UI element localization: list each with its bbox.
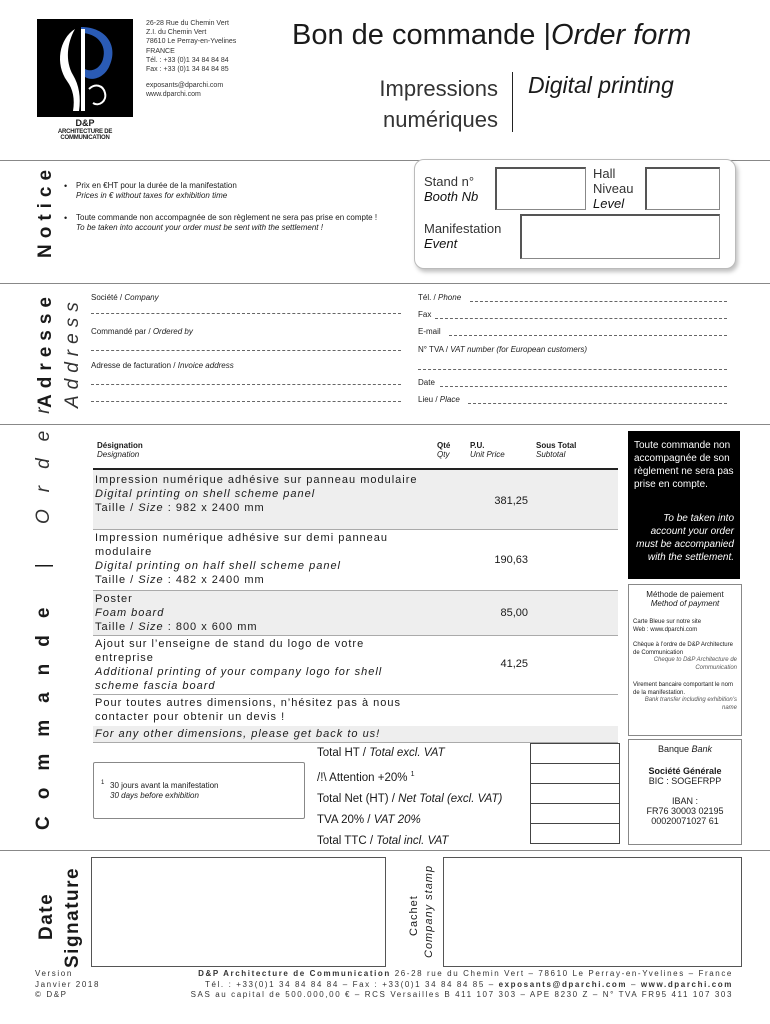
footnote-box [93,762,305,819]
product-name-en: Digital printing on half shell scheme panel [95,560,342,572]
stand-number-field[interactable] [495,167,586,210]
hall-label-fr: Hall [593,166,616,181]
signature-field[interactable] [91,857,386,967]
order-label-fr: Commande [33,590,54,830]
stand-label-en: Booth Nb [424,189,479,204]
unit-price: 41,25 [500,658,528,670]
label-en: Place [439,395,460,404]
company-field-label [91,293,159,302]
company-email[interactable]: exposants@dparchi.com [146,82,224,90]
footnote-fr: 30 jours avant la manifestation [110,781,219,790]
company-website[interactable]: www.dparchi.com [146,91,201,99]
notice-text-fr: Prix en €HT pour la durée de la manifestation [76,181,237,190]
col-header-en: Subtotal [536,450,566,459]
col-header-fr: Sous Total [536,441,577,450]
label-fr: Commandé par / [91,327,153,336]
other-dimensions-fr: Pour toutes autres dimensions, n’hésitez pas à nous contacter pour obtenir un devis ! [95,697,401,723]
divider [0,283,770,284]
cheque-en: Cheque to D&P Architecture de Communication [653,657,737,671]
vat-label [317,810,502,831]
net-total-field[interactable] [530,783,620,804]
vat-field[interactable] [418,368,727,370]
level-label-en: Level [593,196,625,211]
payment-title-en: Method of payment [650,599,720,608]
label-en: Total excl. VAT [369,747,445,759]
subtitle-fr-line: numériques [383,107,498,132]
size-label-fr: Taille / [95,574,139,586]
company-stamp-field[interactable] [443,857,742,967]
warning-fr: Toute commande non accompagnée de son règlement ne sera pas prise en compte. [634,440,734,490]
footer-separator: – [627,979,641,989]
card-fr: Carte Bleue sur notre site [633,619,702,625]
event-label-fr: Manifestation [424,221,502,236]
col-qty [437,441,450,459]
product-name-fr: Impression numérique adhésive sur demi panneau modulaire [95,532,389,558]
col-header-en: Unit Price [470,450,505,459]
email-field[interactable] [449,334,727,336]
invoice-address-field[interactable] [91,383,401,385]
copyright: © D&P [35,990,68,999]
card-web[interactable]: Web : www.dparchi.com [633,626,698,633]
label-fr: N° TVA / [418,345,451,354]
transfer-payment [633,682,737,712]
totals-labels [317,743,502,852]
bank-title-fr: Banque [657,744,692,754]
event-label [424,221,501,251]
transfer-fr: Virement bancaire comportant le nom de la manifestation. [633,682,733,696]
attention-field[interactable] [530,763,620,784]
unit-price: 381,25 [494,495,528,507]
bank-name: Société Générale [648,766,722,776]
footer-email[interactable]: exposants@dparchi.com [498,979,628,989]
size-label-fr: Taille / [95,502,139,514]
place-field-label [418,395,460,404]
payment-warning [628,431,740,579]
address-label-fr: Adresse [35,291,56,408]
warning-en: To be taken into account your order must be accompanied with the settlement. [636,513,734,563]
footer-legal [191,969,733,1001]
label-en: VAT number (for European customers) [450,345,588,354]
dp-logo-icon [37,19,133,117]
page-title [292,18,691,52]
label-en: VAT 20% [373,813,421,826]
subtitle-fr [360,73,498,135]
title-en: Order form [551,19,692,51]
notice-item [64,181,396,201]
product-size [95,573,425,587]
attention-label [317,764,502,789]
col-unit-price [470,441,505,459]
label-en: Ordered by [152,327,193,336]
label-fr: Total Net (HT) / [317,792,399,805]
version-label: Version [35,969,73,978]
address-line: 26-28 Rue du Chemin Vert [146,20,229,27]
iban-label: IBAN : [671,796,698,806]
label-fr: Total TTC / [317,834,377,847]
payment-method-box [628,584,742,736]
event-field[interactable] [520,214,720,259]
net-total-label [317,789,502,810]
ordered-by-field[interactable] [91,349,401,351]
stamp-label-en: Company stamp [423,864,435,958]
product-name-fr: Poster [95,593,133,605]
footer-line-2 [191,980,733,991]
footnote-en: 30 days before exhibition [110,791,199,800]
date-field-label: Date [418,378,435,387]
total-ht-field[interactable] [530,743,620,764]
title-separator: | [543,19,552,51]
footnote-ref: 1 [410,771,415,778]
address-label-en: Address [62,296,83,408]
footnote-mark: 1 [101,780,105,786]
date-label: Date [36,892,57,940]
label-en: Company [124,293,159,302]
size-value: : 800 x 600 mm [163,621,258,633]
bank-bic: BIC : SOGEFRPP [648,776,722,786]
label-fr: /!\ Attention +20% [317,771,411,784]
unit-price: 85,00 [500,607,528,619]
size-label-en: Size [138,621,164,633]
fax-line: Fax : +33 (0)1 34 84 84 85 [146,66,229,74]
size-label-fr: Taille / [95,621,139,633]
product-name-en: Digital printing on shell scheme panel [95,488,316,500]
transfer-en: Bank transfer including exhibition’s name [644,697,737,711]
place-field[interactable] [468,402,727,404]
bank-box [628,739,742,845]
footer-phone-fax: Tél. : +33(0)1 34 84 84 84 – Fax : +33(0)1 34 84 84 85 – [205,979,499,989]
size-label-en: Size [138,502,164,514]
footer-address: 26-28 rue du Chemin Vert – 78610 Le Perray-en-Yvelines – France [390,969,733,978]
label-en: Total incl. VAT [376,834,449,847]
version-date: Janvier 2018 [35,979,101,989]
company-address [146,19,236,100]
unit-price: 190,63 [494,554,528,566]
product-name-fr: Ajout sur l’enseigne de stand du logo de votre entreprise [95,638,365,664]
product-description [95,592,425,634]
notice-item [64,213,396,233]
phone-field[interactable] [470,300,727,302]
col-designation [97,441,143,459]
email-field-label: E-mail [418,327,441,336]
product-name-en: Foam board [95,607,165,619]
size-label-en: Size [138,574,164,586]
order-label-sep: | [33,546,54,569]
label-en: Phone [438,293,462,302]
iban-line: 00020071027 61 [651,816,719,826]
divider [0,424,770,425]
footer-company: D&P Architecture de Communication [198,969,391,978]
fax-field[interactable] [435,317,727,319]
bank-title [629,744,741,754]
order-label [33,390,55,830]
col-header-fr: Désignation [97,441,143,450]
iban-line: FR76 30003 02195 [646,806,724,816]
bullet-icon: • [64,213,68,223]
logo-name: D&P [75,118,95,128]
address-line: Z.I. du Chemin Vert [146,29,207,37]
row-divider [93,635,618,636]
footnote-text [110,781,219,801]
footer-website[interactable]: www.dparchi.com [640,979,733,989]
bullet-icon: • [64,181,68,191]
product-description [95,473,425,515]
product-name-en: Additional printing of your company logo for shell scheme fascia board [95,666,383,692]
subtitle-en: Digital printing [528,72,674,98]
company-field[interactable] [91,312,401,314]
stamp-label-fr: Cachet [408,895,420,936]
row-divider [93,694,618,695]
level-label-fr: Niveau [593,181,634,196]
col-header-en: Designation [97,450,140,459]
col-subtotal [536,441,576,459]
company-logo [37,19,133,117]
event-label-en: Event [424,236,458,251]
label-en: Invoice address [177,361,234,370]
total-ttc-field[interactable] [530,823,620,844]
version-info [35,969,100,1001]
signature-label: Signature [62,866,83,968]
label-fr: Adresse de facturation / [91,361,178,370]
label-en: Net Total (excl. VAT) [398,792,503,805]
product-name-fr: Impression numérique adhésive sur panneau modulaire [95,474,418,486]
size-value: : 482 x 2400 mm [163,574,265,586]
card-payment [633,619,737,634]
footer-line-1 [191,969,733,980]
phone-field-label [418,293,461,302]
invoice-address-label [91,361,234,370]
total-ht-label [317,743,502,764]
stand-label-fr: Stand n° [424,174,475,189]
order-label-en: Order [33,390,54,525]
fax-field-label: Fax [418,310,432,319]
col-header-en: Qty [437,450,450,459]
invoice-address-field-2[interactable] [91,400,401,402]
size-value: : 982 x 2400 mm [163,502,265,514]
notice-text-en: To be taken into account your order must be sent with the settlement ! [76,223,323,232]
hall-level-field[interactable] [645,167,720,210]
subtitle-divider [512,72,513,132]
label-fr: TVA 20% / [317,813,374,826]
cheque-payment [633,642,737,672]
label-fr: Lieu / [418,395,440,404]
address-line: 78610 Le Perray-en-Yvelines [146,38,237,46]
product-size [95,501,425,515]
address-line: FRANCE [146,47,175,55]
product-size [95,620,425,634]
payment-title-fr: Méthode de paiement [646,590,724,599]
col-header-fr: P.U. [470,441,485,450]
hall-label [593,166,633,211]
product-description [95,637,425,693]
logo-subtitle: ARCHITECTURE DE COMMUNICATION [57,129,113,141]
vat-field[interactable] [530,803,620,824]
bank-title-en: Bank [691,744,713,754]
vat-field-label [418,345,587,354]
label-fr: Société / [91,293,125,302]
cheque-fr: Chèque à l’ordre de D&P Architecture de Communication [633,642,733,656]
footer-line-3: SAS au capital de 500.000,00 € – RCS Versailles B 411 107 303 – APE 8230 Z – N° TVA FR95 411 107 303 [190,990,733,999]
other-dimensions-en: For any other dimensions, please get back to us! [95,728,381,740]
total-ttc-label [317,831,502,852]
divider [0,850,770,851]
title-fr: Bon de commande [292,19,536,51]
label-fr: Tél. / [418,293,439,302]
date-field[interactable] [440,385,727,387]
col-header-fr: Qté [437,441,451,450]
label-fr: Total HT / [317,747,370,759]
row-divider [93,529,618,530]
ordered-by-field-label [91,327,193,336]
subtitle-fr-line: Impressions [379,76,498,101]
notice-label: Notice [35,163,56,258]
notice-text-fr: Toute commande non accompagnée de son règlement ne sera pas prise en compte ! [76,213,378,222]
notice-text-en: Prices in € without taxes for exhibition time [76,191,228,200]
stand-label [424,174,478,204]
product-description [95,531,425,587]
phone-line: Tél. : +33 (0)1 34 84 84 84 [146,56,229,64]
